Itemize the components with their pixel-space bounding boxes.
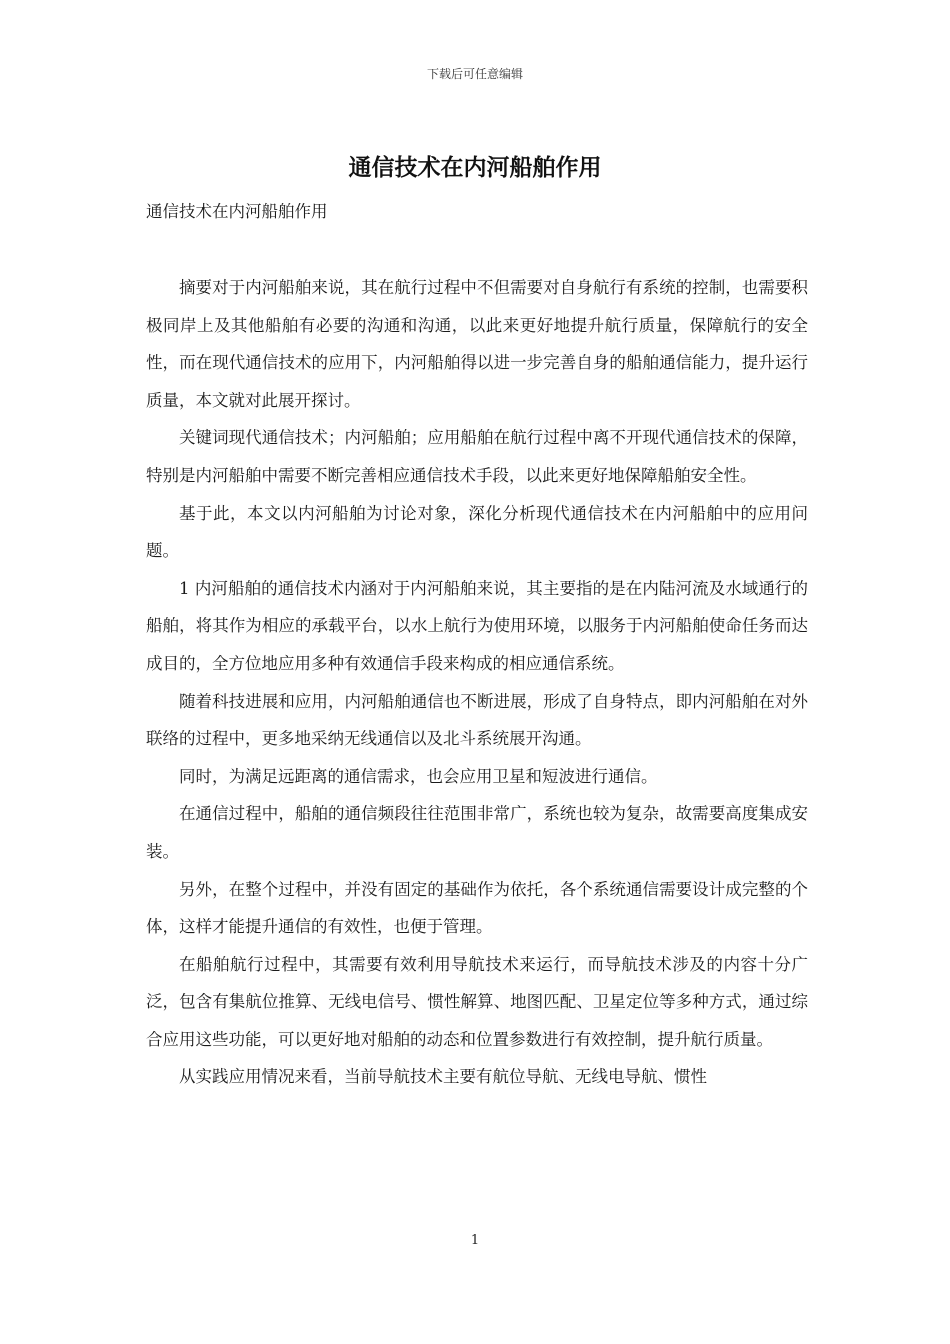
paragraph-frequency: 在通信过程中，船舶的通信频段往往范围非常广，系统也较为复杂，故需要高度集成安装。	[146, 804, 808, 861]
paragraph-navigation: 在船舶航行过程中，其需要有效利用导航技术来运行，而导航技术涉及的内容十分广泛，包含有集航位推算、无线电信号、惯性解算、地图匹配、卫星定位等多种方式，通过综合应用这些功能，可以更好地对船舶的动态和位置参数进行有效控制，提升航行质量。	[146, 954, 808, 1049]
paragraph-development: 随着科技进展和应用，内河船舶通信也不断进展，形成了自身特点，即内河船舶在对外联络的过程中，更多地采纳无线通信以及北斗系统展开沟通。	[146, 691, 808, 749]
paragraph-abstract: 摘要对于内河船舶来说，其在航行过程中不但需要对自身航行有系统的控制，也需要积极同岸上及其他船舶有必要的沟通和沟通，以此来更好地提升航行质量，保障航行的安全性，而在现代通信技术的应用下，内河船舶得以进一步完善自身的船舶通信能力，提升运行质量，本文就对此展开探讨。	[146, 278, 808, 410]
paragraph-long-distance: 同时，为满足远距离的通信需求，也会应用卫星和短波进行通信。	[179, 766, 658, 786]
paragraph-basis: 基于此，本文以内河船舶为讨论对象，深化分析现代通信技术在内河船舶中的应用问题。	[146, 503, 808, 561]
page-header-note: 下载后可任意编辑	[426, 67, 523, 81]
page-number: 1	[470, 1233, 480, 1248]
paragraph-system-design: 另外，在整个过程中，并没有固定的基础作为依托，各个系统通信需要设计成完整的个体，这样才能提升通信的有效性，也便于管理。	[146, 879, 808, 937]
paragraph-practice: 从实践应用情况来看，当前导航技术主要有航位导航、无线电导航、惯性	[179, 1067, 707, 1087]
document-subtitle: 通信技术在内河船舶作用	[146, 202, 328, 221]
document-body	[146, 269, 808, 1096]
paragraph-section-1: 1 内河船舶的通信技术内涵对于内河船舶来说，其主要指的是在内陆河流及水域通行的船舶，将其作为相应的承载平台，以水上航行为使用环境，以服务于内河船舶使命任务而达成目的，全方位地应用多种有效通信手段来构成的相应通信系统。	[146, 578, 808, 673]
document-title: 通信技术在内河船舶作用	[348, 154, 602, 181]
paragraph-keywords: 关键词现代通信技术；内河船舶；应用船舶在航行过程中离不开现代通信技术的保障，特别是内河船舶中需要不断完善相应通信技术手段，以此来更好地保障船舶安全性。	[146, 428, 808, 485]
